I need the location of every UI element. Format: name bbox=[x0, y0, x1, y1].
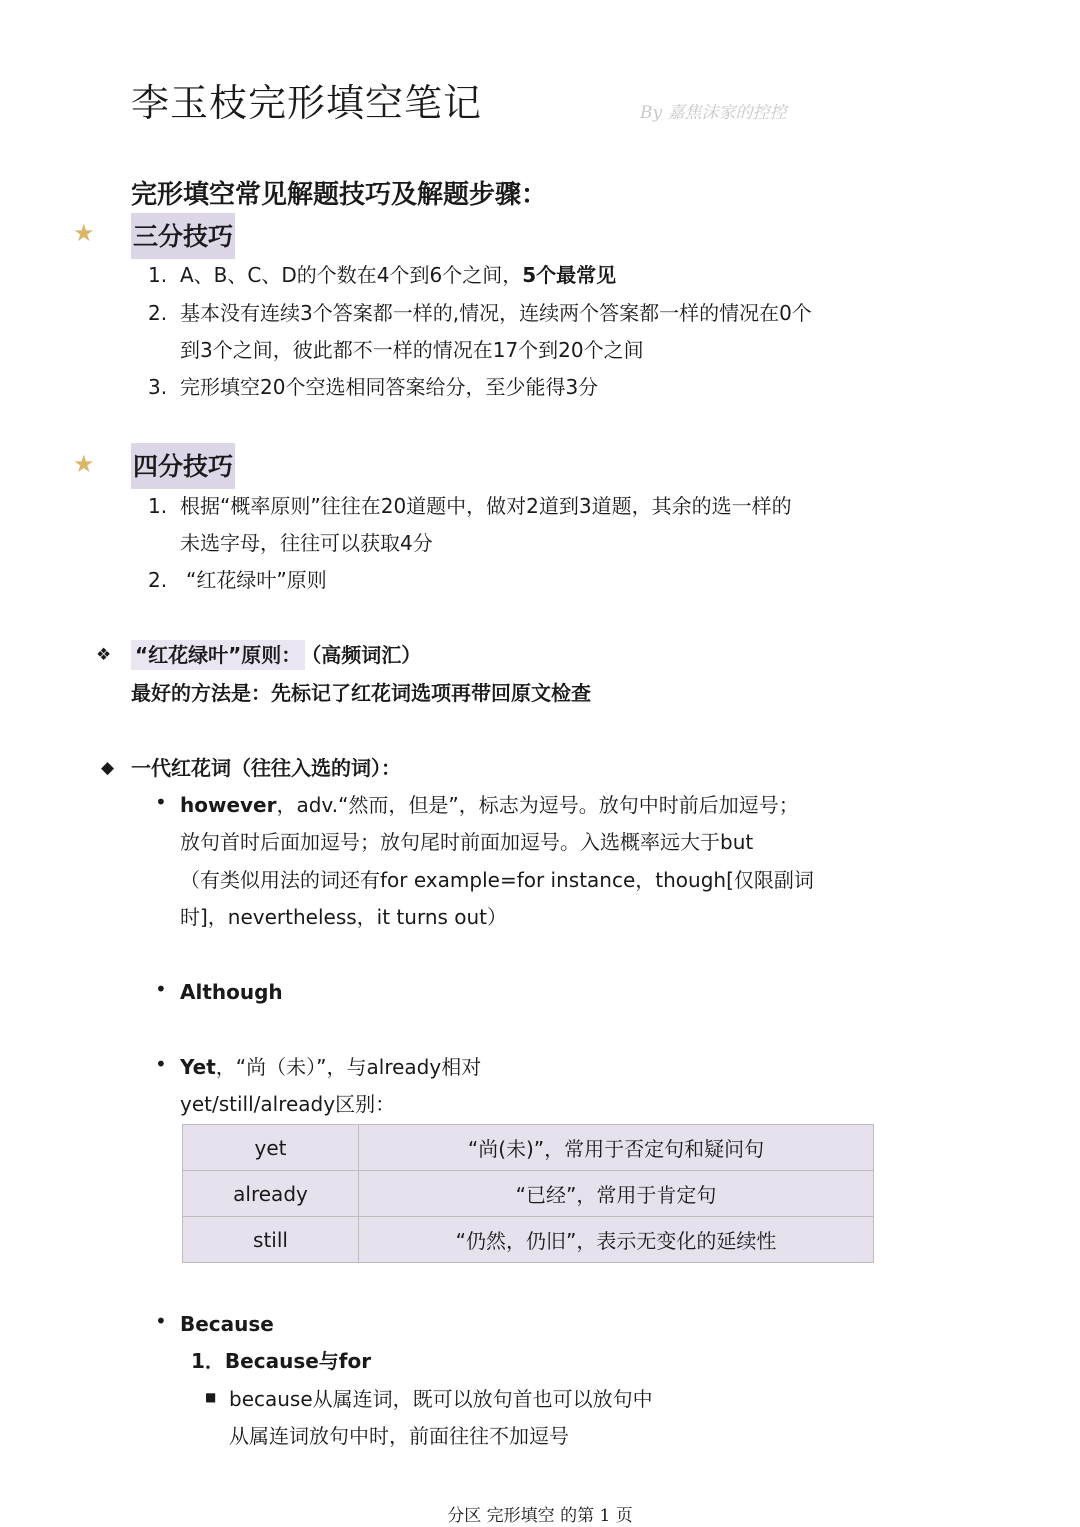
item-number: 2. bbox=[148, 301, 168, 325]
yet-definition: ，“尚（未）”，与already相对 bbox=[215, 1055, 482, 1079]
item-continuation: 未选字母，往往可以获取4分 bbox=[180, 531, 433, 555]
table-cell-meaning: “已经”，常用于肯定句 bbox=[359, 1171, 874, 1217]
item-text: 基本没有连续3个答案都一样的,情况，连续两个答案都一样的情况在0个 bbox=[180, 301, 812, 325]
list-item bbox=[148, 566, 327, 594]
page-footer: 分区 完形填空 的第 1 页 bbox=[447, 1506, 633, 1526]
however-definition: ，adv.“然而，但是”，标志为逗号。放句中时前后加逗号； bbox=[276, 793, 799, 817]
yet-comparison-label: yet/still/already区别： bbox=[180, 1092, 396, 1116]
star-icon: ★ bbox=[73, 219, 95, 247]
red-flower-principle bbox=[131, 641, 421, 669]
principle-method: 最好的方法是：先标记了红花词选项再带回原文检查 bbox=[131, 681, 591, 705]
list-item bbox=[148, 373, 598, 401]
table-row bbox=[183, 1217, 874, 1263]
word-yet: Yet bbox=[180, 1055, 216, 1079]
four-diamond-icon: ❖ bbox=[96, 645, 112, 665]
table-cell-word: already bbox=[183, 1171, 359, 1217]
four-point-heading: 四分技巧 bbox=[131, 443, 235, 489]
table-row bbox=[183, 1125, 874, 1171]
item-continuation: 到3个之间，彼此都不一样的情况在17个到20个之间 bbox=[180, 338, 644, 362]
table-cell-word: yet bbox=[183, 1125, 359, 1171]
because-line: 从属连词放句中时，前面往往不加逗号 bbox=[229, 1424, 569, 1448]
diamond-icon: ◆ bbox=[101, 758, 115, 778]
page-title: 李玉枝完形填空笔记 bbox=[131, 81, 483, 125]
item-text: A、B、C、D的个数在4个到6个之间， bbox=[180, 263, 523, 287]
author-byline: By 嘉焦沫家的控控 bbox=[640, 103, 787, 123]
dot-icon: • bbox=[155, 1052, 167, 1076]
section-heading: 完形填空常见解题技巧及解题步骤： bbox=[131, 180, 548, 210]
however-line: 时]，nevertheless，it turns out） bbox=[180, 905, 508, 929]
comparison-table bbox=[182, 1124, 874, 1263]
item-bold-text: 5个最常见 bbox=[522, 263, 617, 287]
table-cell-meaning: “仍然，仍旧”，表示无变化的延续性 bbox=[359, 1217, 874, 1263]
list-item bbox=[148, 261, 616, 289]
item-number: 2. bbox=[148, 568, 168, 592]
item-number: 1. bbox=[148, 263, 168, 287]
word-although: Although bbox=[180, 980, 283, 1004]
table-row bbox=[183, 1171, 874, 1217]
principle-label: “红花绿叶”原则： bbox=[131, 640, 305, 670]
yet-entry bbox=[180, 1053, 481, 1081]
dot-icon: • bbox=[155, 1309, 167, 1333]
dot-icon: • bbox=[155, 790, 167, 814]
list-item bbox=[148, 299, 812, 327]
however-line: 放句首时后面加逗号；放句尾时前面加逗号。入选概率远大于but bbox=[180, 830, 754, 854]
item-number: 1. bbox=[148, 494, 168, 518]
item-number: 3. bbox=[148, 375, 168, 399]
first-gen-heading: 一代红花词（往往入选的词）： bbox=[131, 756, 401, 780]
square-icon: ■ bbox=[205, 1390, 217, 1404]
table-cell-word: still bbox=[183, 1217, 359, 1263]
word-however: however bbox=[180, 793, 277, 817]
because-sub-heading: 1．Because与for bbox=[191, 1349, 372, 1373]
word-because: Because bbox=[180, 1312, 274, 1336]
three-point-heading: 三分技巧 bbox=[131, 213, 235, 259]
item-text: 完形填空20个空选相同答案给分，至少能得3分 bbox=[180, 375, 599, 399]
because-line: because从属连词，既可以放句首也可以放句中 bbox=[229, 1387, 653, 1411]
however-entry bbox=[180, 791, 799, 819]
table-cell-meaning: “尚(未)”，常用于否定句和疑问句 bbox=[359, 1125, 874, 1171]
principle-note: （高频词汇） bbox=[311, 643, 422, 667]
however-line: （有类似用法的词还有for example=for instance，though[仅限副词 bbox=[180, 868, 814, 892]
list-item bbox=[148, 492, 792, 520]
star-icon: ★ bbox=[73, 450, 95, 478]
dot-icon: • bbox=[155, 977, 167, 1001]
item-text: 根据“概率原则”往往在20道题中，做对2道到3道题，其余的选一样的 bbox=[180, 494, 792, 518]
item-text: “红花绿叶”原则 bbox=[186, 568, 327, 592]
